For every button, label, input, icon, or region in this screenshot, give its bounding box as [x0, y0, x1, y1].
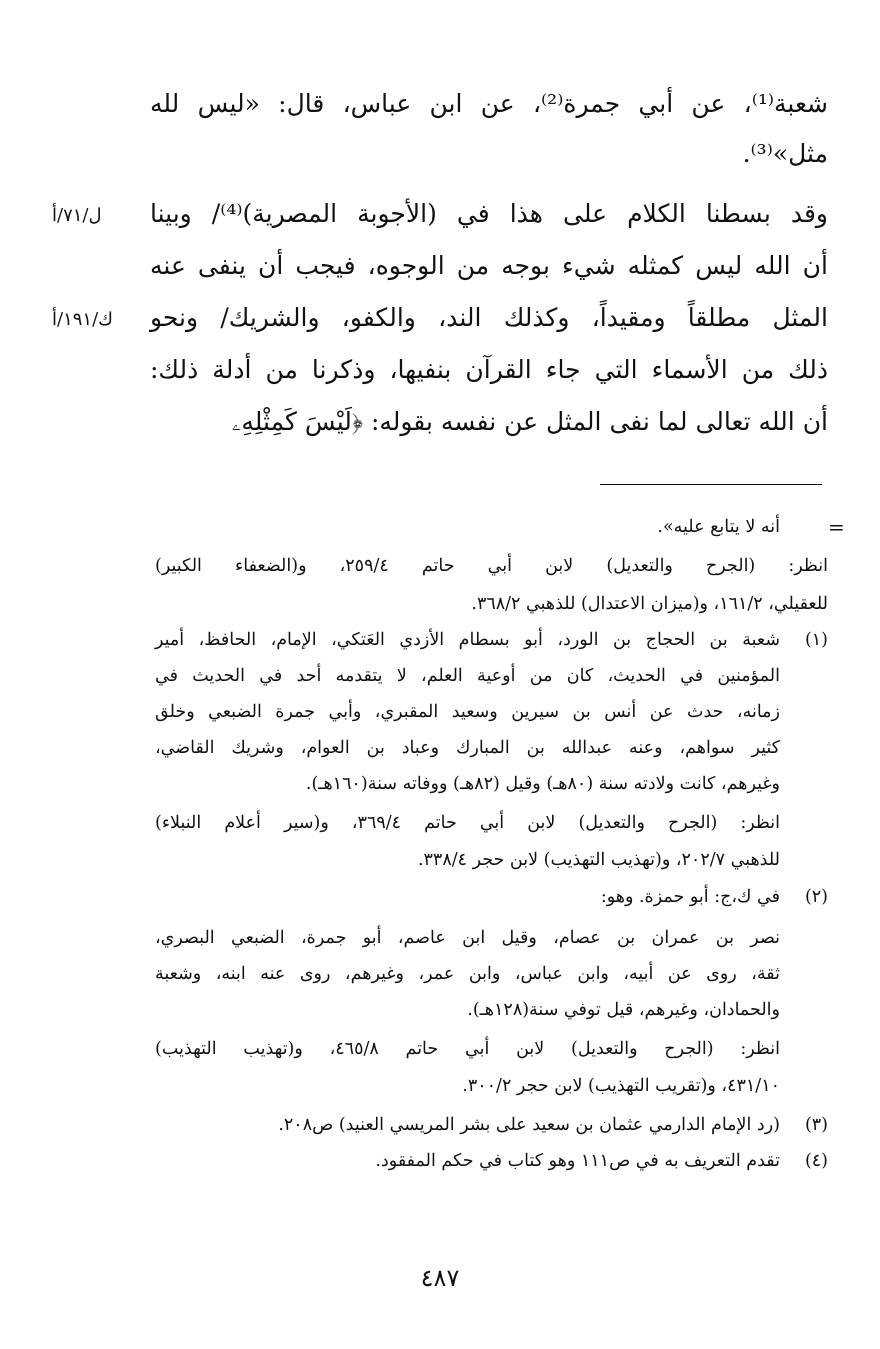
footnote-line: المؤمنين في الحديث، كان من أوعية العلم، لا يتقدمه أحد في الحديث في [155, 666, 780, 686]
continuation-mark: = [828, 515, 845, 539]
page-number: ٤٨٧ [420, 1264, 460, 1292]
footnote-line: انظر: (الجرح والتعديل) لابن أبي حاتم ٢٥٩/٤، و(الضعفاء الكبير) [155, 556, 829, 576]
footnote-line: للذهبي ٢٠٢/٧، و(تهذيب التهذيب) لابن حجر ٣٣٨/٤. [417, 850, 780, 870]
footnote-divider [600, 484, 822, 485]
footnote-line: نصر بن عمران بن عصام، وقيل ابن عاصم، أبو جمرة، الضبعي البصري، [155, 928, 780, 948]
footnote-number-4: (٤) [804, 1151, 828, 1171]
footnote-line: أنه لا يتابع عليه». [657, 517, 780, 537]
main-text-line-5: المثل مطلقاً ومقيداً، وكذلك الند، والكفو، والشريك/ ونحو [150, 303, 828, 332]
footnote-line: انظر: (الجرح والتعديل) لابن أبي حاتم ٤٦٥/٨، و(تهذيب التهذيب) [155, 1039, 780, 1059]
footnote-line: (رد الإمام الدارمي عثمان بن سعيد على بشر المريسي العنيد) ص٢٠٨. [278, 1115, 780, 1135]
main-text-line-1: شعبة⁽¹⁾، عن أبي جمرة⁽²⁾، عن ابن عباس، قال: «ليس لله [150, 89, 828, 118]
main-text-line-6: ذلك من الأسماء التي جاء القرآن بنفيها، وذكرنا من أدلة ذلك: [150, 355, 828, 384]
main-text-line-4: أن الله ليس كمثله شيء بوجه من الوجوه، فيجب أن ينفى عنه [150, 251, 828, 280]
main-text-line-7: أن الله تعالى لما نفى المثل عن نفسه بقوله: ﴿لَيْسَ كَمِثْلِهِۦ [231, 407, 828, 436]
footnote-line: كثير سواهم، وعنه عبدالله بن المبارك وعباد بن العوام، وشريك القاضي، [155, 738, 780, 758]
footnote-number-2: (٢) [804, 887, 828, 907]
footnote-line: انظر: (الجرح والتعديل) لابن أبي حاتم ٣٦٩/٤، و(سير أعلام النبلاء) [155, 813, 780, 833]
margin-note-manuscript-kaf: ك/١٩١/أ [52, 309, 113, 330]
footnote-line: شعبة بن الحجاج بن الورد، أبو بسطام الأزدي العَتكي، الإمام، الحافظ، أمير [155, 630, 780, 650]
footnote-line: تقدم التعريف به في ص١١١ وهو كتاب في حكم المفقود. [375, 1151, 780, 1171]
footnote-line: ٤٣١/١٠، و(تقريب التهذيب) لابن حجر ٣٠٠/٢. [462, 1076, 780, 1096]
footnote-line: في ك،ج: أبو حمزة. وهو: [600, 887, 780, 907]
footnote-line: وغيرهم، كانت ولادته سنة (٨٠هـ) وقيل (٨٢هـ) ووفاته سنة(١٦٠هـ). [305, 774, 780, 794]
main-text-line-3: وقد بسطنا الكلام على هذا في (الأجوبة المصرية)⁽⁴⁾/ وبينا [150, 199, 828, 228]
footnote-line: للعقيلي، ١٦١/٢، و(ميزان الاعتدال) للذهبي ٣٦٨/٢. [471, 594, 828, 614]
main-text-line-2: مثل»⁽³⁾. [742, 139, 828, 168]
footnote-line: والحمادان، وغيرهم، قيل توفي سنة(١٢٨هـ). [467, 1000, 780, 1020]
footnote-line: زمانه، حدث عن أنس بن سيرين وسعيد المقبري، وأبي جمرة الضبعي وخلق [155, 702, 780, 722]
margin-note-manuscript-lam: ل/٧١/أ [52, 205, 102, 226]
footnote-number-1: (١) [804, 630, 828, 650]
footnote-line: ثقة، روى عن أبيه، وابن عباس، وابن عمر، وغيرهم، روى عنه ابنه، وشعبة [155, 964, 780, 984]
footnote-number-3: (٣) [804, 1115, 828, 1135]
